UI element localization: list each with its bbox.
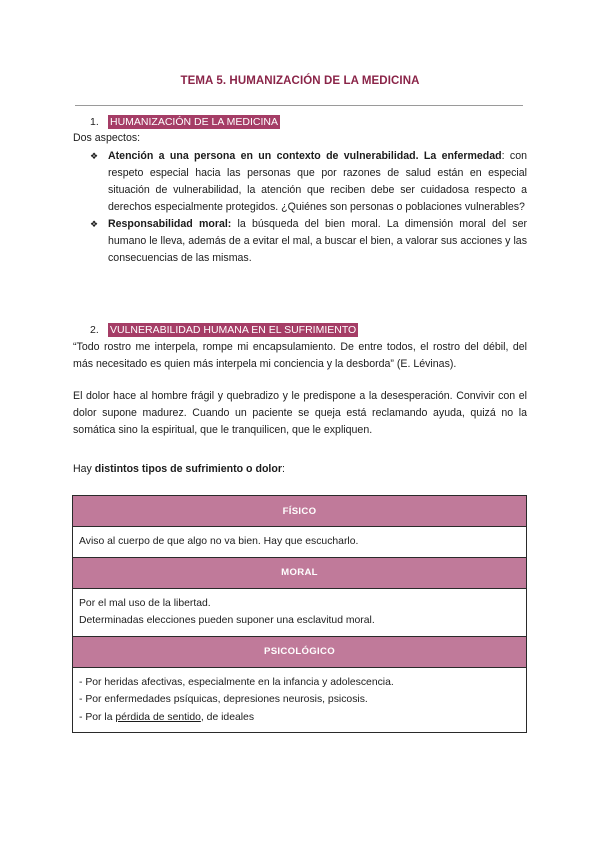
pain-paragraph: El dolor hace al hombre frágil y quebradizo y le predispone a la desesperación. Convivir con el dolor supone madurez. Cuando un paciente se queja está reclamando ayuda, quizá no la somática sino la espiritual, que le tranquilicen, que le expliquen. xyxy=(73,390,527,436)
table-row xyxy=(73,496,527,527)
psicologico-line-3-suffix: , de ideales xyxy=(200,711,255,723)
table-row xyxy=(73,588,527,636)
section-1-intro: Dos aspectos: xyxy=(73,132,141,144)
section-2-number: 2. xyxy=(90,324,99,336)
table-row xyxy=(73,636,527,667)
psicologico-line-3-underlined: pérdida de sentido xyxy=(115,711,201,723)
diamond-bullet-icon: ❖ xyxy=(90,219,99,229)
fisico-body xyxy=(73,527,527,558)
types-bold: distintos tipos de sufrimiento o dolor xyxy=(94,463,282,475)
types-prefix: Hay xyxy=(73,463,95,475)
aspect-1-text: : con respeto especial hacia las personas que por razones de salud están en especial situación de vulnerabilidad, la atención que reciben debe ser cuidadosa respecto a derechos especialmente protegidos. ¿Quiénes son personas o poblaciones vulnerables? xyxy=(108,150,527,213)
section-2-heading xyxy=(90,323,358,337)
psicologico-body xyxy=(73,667,527,733)
suffering-types-table xyxy=(72,495,527,733)
title-divider xyxy=(75,105,523,106)
fisico-line-1: Aviso al cuerpo de que algo no va bien. Hay que escucharlo. xyxy=(79,536,359,547)
fisico-header: FÍSICO xyxy=(73,496,527,527)
aspects-list xyxy=(90,148,527,267)
aspect-1-bold: Atención a una persona en un contexto de vulnerabilidad. La enfermedad xyxy=(108,150,502,162)
moral-line-2: Determinadas elecciones pueden suponer una esclavitud moral. xyxy=(79,615,375,626)
moral-line-1: Por el mal uso de la libertad. xyxy=(79,597,211,609)
psicologico-header: PSICOLÓGICO xyxy=(73,636,527,667)
psicologico-line-3-prefix: - Por la xyxy=(79,711,116,723)
list-item xyxy=(90,148,527,216)
list-item xyxy=(90,216,527,267)
psicologico-line-1: - Por heridas afectivas, especialmente en la infancia y adolescencia. xyxy=(79,676,394,688)
table-row xyxy=(73,557,527,588)
types-intro xyxy=(73,461,527,478)
diamond-bullet-icon: ❖ xyxy=(90,151,99,161)
section-1-title: HUMANIZACIÓN DE LA MEDICINA xyxy=(110,116,279,128)
levinas-quote: “Todo rostro me interpela, rompe mi encapsulamiento. De entre todos, el rostro del débil, del más necesitado es quien más interpela mi conciencia y la desborda” (E. Lévinas). xyxy=(73,341,527,370)
types-suffix: : xyxy=(281,463,285,475)
section-2-title: VULNERABILIDAD HUMANA EN EL SUFRIMIENTO xyxy=(110,324,357,336)
moral-header: MORAL xyxy=(73,557,527,588)
psicologico-line-3 xyxy=(79,709,520,727)
psicologico-line-2: - Por enfermedades psíquicas, depresiones neurosis, psicosis. xyxy=(79,694,368,705)
section-1-heading xyxy=(90,115,280,129)
document-title: TEMA 5. HUMANIZACIÓN DE LA MEDICINA xyxy=(180,75,420,87)
aspect-2-text: la búsqueda del bien moral. La dimensión moral del ser humano le lleva, además de a evitar el mal, a buscar el bien, a valorar sus acciones y las consecuencias de las mismas. xyxy=(108,218,527,264)
table-row xyxy=(73,667,527,733)
table-row xyxy=(73,527,527,558)
section-1-number: 1. xyxy=(90,116,99,128)
moral-body xyxy=(73,588,527,636)
aspect-2-bold: Responsabilidad moral: xyxy=(108,218,232,230)
